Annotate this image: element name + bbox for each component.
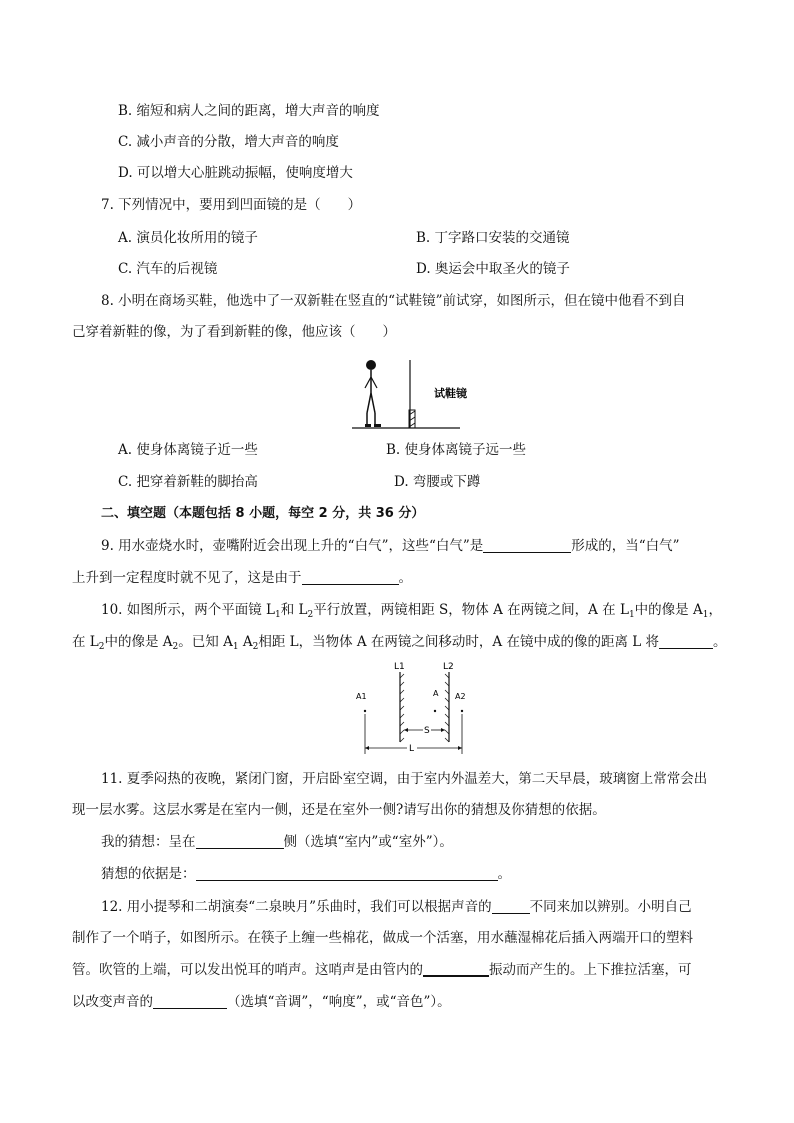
q11-basis-blank (196, 866, 498, 881)
q11-basis-end: 。 (497, 866, 511, 882)
label-a: A (433, 689, 439, 698)
mirror-label: 试鞋镜 (434, 387, 467, 400)
q12-line3 (72, 961, 692, 979)
person-head (366, 360, 376, 370)
q9-part1: 9. 用水壶烧水时，壶嘴附近会出现上升的“白气”，这些“白气”是 (101, 538, 484, 554)
subscript: 2 (98, 642, 105, 652)
q12-line1 (101, 898, 692, 916)
q9-blank2 (302, 570, 399, 585)
q9-part4: 。 (398, 570, 412, 586)
q10-text: 10. 如图所示，两个平面镜 L (101, 602, 276, 618)
q9-part3: 上升到一定程度时就不见了，这是由于 (72, 570, 302, 586)
subscript: 1 (628, 610, 635, 620)
label-a2: A2 (455, 692, 466, 701)
q7-option-a: A. 演员化妆所用的镜子 (118, 230, 258, 246)
q10-text: 相距 L，当物体 A 在两镜之间移动时，A 在镜中成的像的距离 L 将 (258, 634, 660, 650)
q11-guess-hint: 侧（选填“室内”或“室外”）。 (283, 834, 453, 850)
q12-blank2 (423, 961, 489, 977)
q6-option-b: B. 缩短和病人之间的距离，增大声音的响度 (118, 103, 380, 119)
q11-basis-label: 猜想的依据是： (101, 866, 196, 882)
q12-line4 (72, 993, 451, 1011)
q11-guess-label: 我的猜想：呈在 (101, 834, 196, 850)
q8-option-d: D. 弯腰或下蹲 (394, 474, 481, 490)
q11-line1: 11. 夏季闷热的夜晚，紧闭门窗，开启卧室空调，由于室内外温差大，第二天早晨，玻璃窗上常常会出 (101, 771, 708, 787)
q10-text: 平行放置，两镜相距 S，物体 A 在两镜之间，A 在 L (313, 602, 629, 618)
q7-option-c: C. 汽车的后视镜 (118, 261, 218, 277)
q8-stem-line1: 8. 小明在商场买鞋，他选中了一双新鞋在竖直的“试鞋镜”前试穿，如图所示，但在镜中他看不到自 (101, 293, 686, 309)
q9-line1 (101, 537, 680, 555)
q9-part2: 形成的，当“白气” (571, 538, 680, 554)
q12-text: 不同来加以辨别。小明自己 (529, 899, 692, 915)
subscript: 2 (172, 642, 179, 652)
q10-text: ， (708, 602, 722, 618)
q10-text: 和 L (280, 602, 308, 618)
q9-blank1 (483, 538, 571, 553)
q6-option-c: C. 减小声音的分散，增大声音的响度 (118, 134, 339, 150)
q10-text: A (238, 634, 253, 650)
q11-line2: 现一层水雾。这层水雾是在室内一侧，还是在室外一侧?请写出你的猜想及你猜想的依据。 (72, 802, 606, 818)
q12-blank1 (492, 899, 530, 914)
subscript: 2 (307, 610, 314, 620)
q7-option-b: B. 丁字路口安装的交通镜 (416, 230, 570, 246)
q10-text: 中的像是 A (634, 602, 703, 618)
q10-text: 。 (713, 634, 727, 650)
q12-text: （选填“音调”，“响度”，或“音色”）。 (227, 994, 451, 1010)
q10-figure (345, 658, 475, 758)
q12-text: 振动而产生的。上下推拉活塞，可 (489, 962, 692, 978)
subscript: 1 (275, 610, 281, 620)
label-l1: L1 (394, 662, 405, 672)
section2-title: 二、填空题（本题包括 8 小题，每空 2 分，共 36 分） (101, 506, 425, 521)
q10-line2 (72, 633, 727, 656)
q12-blank3 (153, 994, 227, 1009)
label-s: S (424, 726, 430, 736)
q7-stem: 7. 下列情况中，要用到凹面镜的是（ ） (101, 197, 362, 213)
q10-text: 中的像是 A (104, 634, 173, 650)
q12-text: 以改变声音的 (72, 994, 153, 1010)
q8-option-c: C. 把穿着新鞋的脚抬高 (118, 474, 258, 490)
point-a2 (461, 710, 463, 712)
q10-blank (659, 634, 713, 649)
subscript: 1 (702, 610, 709, 620)
label-l: L (409, 744, 415, 754)
q8-option-b: B. 使身体离镜子远一些 (386, 442, 527, 458)
q6-option-d: D. 可以增大心脏跳动振幅，使响度增大 (118, 165, 353, 181)
label-a1: A1 (356, 692, 367, 701)
q11-basis (101, 865, 511, 883)
q11-guess-blank (196, 834, 284, 849)
subscript: 1 (232, 642, 239, 652)
q8-figure (350, 355, 470, 435)
point-a (434, 710, 436, 712)
q12-text: 管。吹管的上端，可以发出悦耳的哨声。这哨声是由管内的 (72, 962, 423, 978)
q8-stem-line2: 己穿着新鞋的像，为了看到新鞋的像，他应该（ ） (72, 324, 396, 340)
q8-option-a: A. 使身体离镜子近一些 (118, 442, 258, 458)
q9-line2 (72, 569, 412, 587)
point-a1 (364, 710, 366, 712)
subscript: 2 (252, 642, 259, 652)
q12-text: 12. 用小提琴和二胡演奏“二泉映月”乐曲时，我们可以根据声音的 (101, 899, 492, 915)
label-l2: L2 (443, 662, 454, 672)
q11-guess (101, 833, 453, 851)
q12-line2: 制作了一个哨子，如图所示。在筷子上缠一些棉花，做成一个活塞，用水蘸湿棉花后插入两端开口的塑料 (72, 930, 693, 946)
q7-option-d: D. 奥运会中取圣火的镜子 (416, 261, 570, 277)
q10-line1 (101, 601, 722, 624)
q10-text: 。已知 A (178, 634, 233, 650)
q10-text: 在 L (72, 634, 99, 650)
